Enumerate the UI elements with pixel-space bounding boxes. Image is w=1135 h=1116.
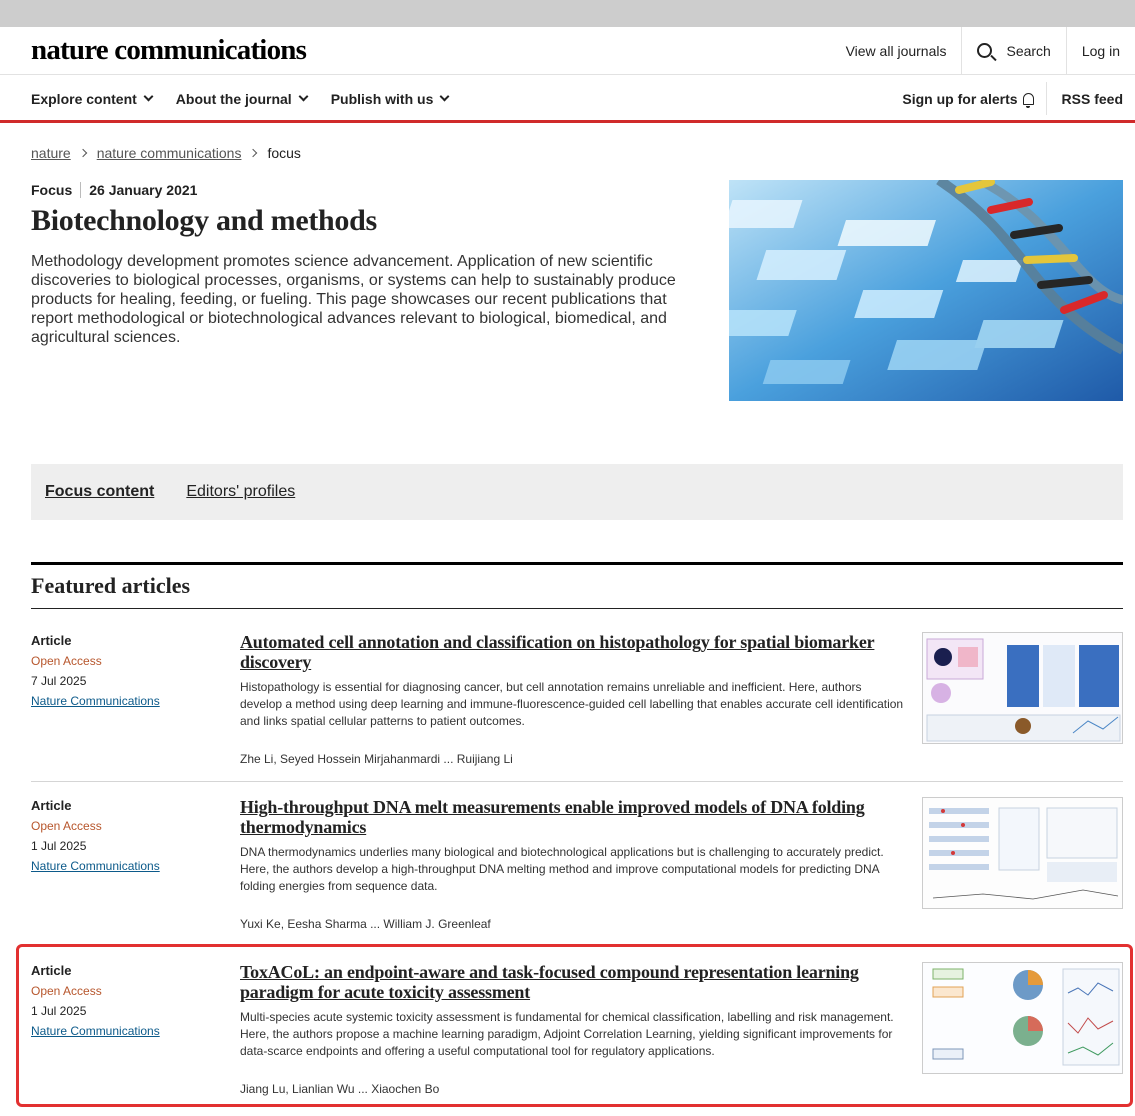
open-access-label: Open Access xyxy=(31,984,102,998)
open-access-label: Open Access xyxy=(31,654,102,668)
nav-item-label: Explore content xyxy=(31,90,137,107)
article-type: Article xyxy=(31,798,72,813)
page-title: Biotechnology and methods xyxy=(31,204,377,237)
article-title-link[interactable]: High-throughput DNA melt measurements enable improved models of DNA folding thermodynamics xyxy=(240,797,865,837)
main-nav xyxy=(0,75,1135,123)
chevron-down-icon xyxy=(298,92,308,102)
article-thumbnail[interactable] xyxy=(922,632,1123,744)
top-links xyxy=(831,27,1135,74)
bell-icon xyxy=(1023,93,1034,105)
journal-link[interactable]: Nature Communications xyxy=(31,1024,160,1038)
breadcrumb-nature[interactable]: nature xyxy=(31,145,71,161)
focus-tabs xyxy=(31,464,1123,520)
article-thumbnail[interactable] xyxy=(922,962,1123,1074)
article-description: Histopathology is essential for diagnosing cancer, but cell annotation remains unreliable and inefficient. Here, authors develop a method using deep learning and immune-fluorescence-guided cell labelling that enables accurate cell identification and links spatial cellular patterns to patient outcomes. xyxy=(240,680,904,728)
nav-explore-content[interactable] xyxy=(31,91,152,107)
alerts-label: Sign up for alerts xyxy=(902,90,1018,107)
chevron-right-icon xyxy=(249,149,257,157)
article-type: Article xyxy=(31,963,72,978)
tab-focus-content[interactable]: Focus content xyxy=(45,483,155,500)
open-access-label: Open Access xyxy=(31,819,102,833)
nav-item-label: Publish with us xyxy=(330,90,434,107)
journal-link[interactable]: Nature Communications xyxy=(31,859,160,873)
browser-top-strip xyxy=(0,0,1135,27)
article-divider xyxy=(31,946,1123,947)
article-card xyxy=(31,962,1123,1116)
chevron-right-icon xyxy=(78,149,86,157)
hero-image-dna xyxy=(729,180,1123,401)
article-description: Multi-species acute systemic toxicity assessment is fundamental for chemical classification, labelling and risk management. Here, the authors propose a machine learning paradigm, Adjoint Correlation Learning, yielding significant improvements for data-scarce endpoints and offering a useful computational tool for regulatory applications. xyxy=(240,1010,894,1058)
section-divider xyxy=(31,608,1123,609)
breadcrumb-nature-communications[interactable]: nature communications xyxy=(96,145,242,161)
site-logo[interactable]: nature communications xyxy=(31,34,307,66)
featured-articles-heading: Featured articles xyxy=(31,573,191,598)
masthead xyxy=(0,27,1135,75)
rss-feed-link[interactable]: RSS feed xyxy=(1046,82,1135,115)
view-all-journals-link[interactable]: View all journals xyxy=(845,42,947,59)
sign-up-alerts-link[interactable] xyxy=(887,82,1045,115)
tab-editors-profiles[interactable]: Editors' profiles xyxy=(186,483,296,500)
breadcrumb xyxy=(31,145,301,161)
focus-label: Focus xyxy=(31,182,73,198)
chevron-down-icon xyxy=(143,92,153,102)
article-card xyxy=(31,632,1123,797)
search-button[interactable] xyxy=(961,27,1065,74)
focus-intro: Methodology development promotes science advancement. Application of new scientific discoveries to biological processes, organisms, or systems can help to sustainably produce products for healing, feeding, or fueling. This page showcases our recent publications that report methodological or biotechnological advances relevant to biological, biomedical, and agricultural sciences. xyxy=(31,253,676,346)
focus-meta xyxy=(31,182,197,198)
section-rule xyxy=(31,562,1123,565)
search-label: Search xyxy=(1006,42,1051,59)
breadcrumb-current: focus xyxy=(267,145,301,161)
article-card xyxy=(31,797,1123,962)
nav-about-journal[interactable] xyxy=(176,91,307,107)
article-divider xyxy=(31,781,1123,782)
article-date: 1 Jul 2025 xyxy=(31,1004,87,1018)
article-date: 7 Jul 2025 xyxy=(31,674,87,688)
article-authors: Zhe Li, Seyed Hossein Mirjahanmardi ... Ruijiang Li xyxy=(240,752,513,766)
article-authors: Jiang Lu, Lianlian Wu ... Xiaochen Bo xyxy=(240,1082,440,1096)
article-title-link[interactable]: ToxACoL: an endpoint-aware and task-focused compound representation learning paradigm for acute toxicity assessment xyxy=(240,962,859,1002)
focus-date: 26 January 2021 xyxy=(80,182,197,198)
article-date: 1 Jul 2025 xyxy=(31,839,87,853)
login-link[interactable]: Log in xyxy=(1066,27,1135,74)
article-type: Article xyxy=(31,633,72,648)
chevron-down-icon xyxy=(440,92,450,102)
article-thumbnail[interactable] xyxy=(922,797,1123,909)
search-icon xyxy=(977,43,992,58)
article-description: DNA thermodynamics underlies many biological and biotechnological applications but is challenging to accurately predict. Here, the authors develop a high-throughput DNA melting method and improve computational models for predicting DNA folding energies from sequence data. xyxy=(240,845,884,893)
journal-link[interactable]: Nature Communications xyxy=(31,694,160,708)
nav-item-label: About the journal xyxy=(175,90,292,107)
article-authors: Yuxi Ke, Eesha Sharma ... William J. Greenleaf xyxy=(240,917,491,931)
nav-publish-with-us[interactable] xyxy=(331,91,449,107)
article-title-link[interactable]: Automated cell annotation and classification on histopathology for spatial biomarker discovery xyxy=(240,632,875,672)
